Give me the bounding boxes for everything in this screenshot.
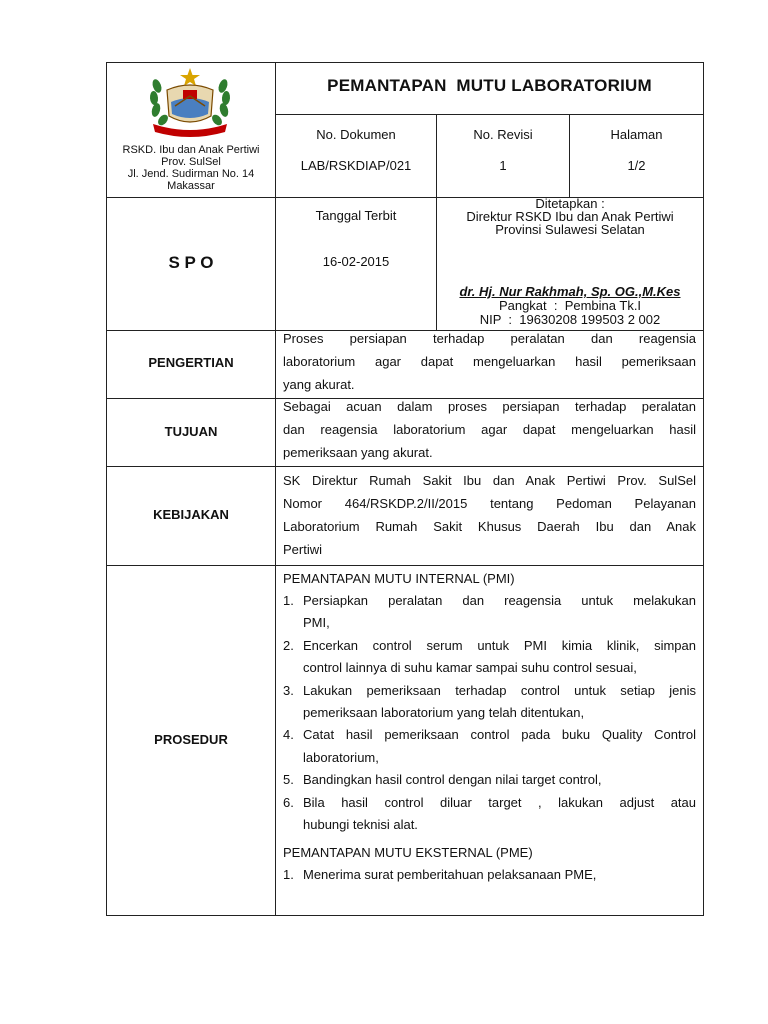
text-line: Sebagai acuan dalam proses persiapan terhadap peralatan (283, 399, 696, 414)
jabatan-line-2: Provinsi Sulawesi Selatan (495, 222, 645, 237)
pengertian-label: PENGERTIAN (148, 355, 234, 370)
jabatan-line-1: Direktur RSKD Ibu dan Anak Pertiwi (466, 209, 674, 224)
step-text: Bandingkan hasil control dengan nilai target control, (303, 772, 602, 788)
step-number: 2. (283, 637, 294, 653)
step-text: control lainnya di suhu kamar sampai suhu control sesuai, (303, 660, 637, 676)
signatory-name: dr. Hj. Nur Rakhmah, Sp. OG.,M.Kes (459, 284, 681, 299)
logo-ribbon-text: SULAWESI SELATAN (170, 124, 210, 129)
list-item (283, 590, 696, 635)
kebijakan-label: KEBIJAKAN (153, 507, 229, 522)
list-item (283, 792, 696, 837)
text-line: Nomor 464/RSKDP.2/II/2015 tentang Pedoman Pelayanan (283, 496, 696, 511)
step-text: hubungi teknisi alat. (303, 817, 418, 833)
prosedur-content (283, 568, 696, 887)
document-title: PEMANTAPAN MUTU LABORATORIUM (327, 76, 652, 95)
step-text: laboratorium, (303, 749, 379, 765)
approval-block (437, 197, 703, 236)
pme-heading: PEMANTAPAN MUTU EKSTERNAL (PME) (283, 845, 533, 861)
prosedur-label: PROSEDUR (154, 732, 228, 747)
step-text: Bila hasil control diluar target , lakukan adjust atau (303, 794, 696, 810)
pmi-heading: PEMANTAPAN MUTU INTERNAL (PMI) (283, 571, 515, 586)
pmi-steps-list (283, 590, 696, 836)
step-number: 1. (283, 593, 294, 608)
list-item (283, 864, 696, 886)
no-dokumen-value: LAB/RSKDIAP/021 (300, 158, 412, 173)
list-item (283, 635, 696, 680)
step-number: 3. (283, 682, 294, 698)
tanggal-terbit-value: 16-02-2015 (322, 254, 390, 269)
province-logo (145, 66, 235, 138)
signatory-rank: Pangkat : Pembina Tk.I (498, 298, 642, 313)
no-dokumen-label: No. Dokumen (316, 127, 396, 142)
text-line: Pertiwi (283, 542, 323, 557)
text-line: Laboratorium Rumah Sakit Khusus Daerah Ibu dan Anak (283, 519, 696, 534)
kebijakan-text (283, 469, 696, 561)
org-line: Prov. SulSel (161, 156, 221, 168)
no-revisi-label: No. Revisi (473, 127, 533, 142)
org-line: Makassar (167, 180, 215, 192)
text-line: SK Direktur Rumah Sakit Ibu dan Anak Pertiwi Prov. SulSel (283, 473, 696, 488)
step-text: PMI, (303, 615, 330, 631)
step-text: Persiapkan peralatan dan reagensia untuk melakukan (303, 593, 696, 608)
text-line: dan reagensia laboratorium agar dapat mengeluarkan hasil (283, 422, 696, 437)
step-number: 6. (283, 794, 294, 810)
step-text: Menerima surat pemberitahuan pelaksanaan PME, (303, 867, 597, 883)
signatory-nip: NIP : 19630208 199503 2 002 (479, 312, 661, 327)
tujuan-text (283, 395, 696, 464)
tujuan-label: TUJUAN (164, 424, 218, 439)
text-line: yang akurat. (283, 377, 355, 392)
text-line: laboratorium agar dapat mengeluarkan hasil pemeriksaan (283, 354, 696, 369)
step-number: 4. (283, 727, 294, 743)
organization-info (108, 144, 274, 192)
step-text: Lakukan pemeriksaan terhadap control untuk setiap jenis (303, 682, 696, 698)
step-text: pemeriksaan laboratorium yang telah ditentukan, (303, 705, 585, 721)
org-line: Jl. Jend. Sudirman No. 14 (127, 168, 255, 180)
org-line: RSKD. Ibu dan Anak Pertiwi (122, 144, 260, 156)
text-line: pemeriksaan yang akurat. (283, 445, 433, 460)
list-item (283, 769, 696, 791)
list-item (283, 724, 696, 769)
pme-steps-list (283, 864, 696, 886)
no-revisi-value: 1 (499, 158, 507, 173)
spo-label: S P O (168, 253, 214, 272)
halaman-value: 1/2 (627, 158, 646, 173)
tanggal-terbit-label: Tanggal Terbit (315, 208, 397, 223)
signatory-block (437, 285, 703, 327)
step-number: 1. (283, 867, 294, 883)
halaman-label: Halaman (610, 127, 663, 142)
step-text: Catat hasil pemeriksaan control pada buku Quality Control (303, 727, 696, 743)
step-number: 5. (283, 772, 294, 788)
text-line: Proses persiapan terhadap peralatan dan reagensia (283, 331, 696, 346)
step-text: Encerkan control serum untuk PMI kimia klinik, simpan (303, 637, 696, 653)
ditetapkan-text: Ditetapkan : (535, 196, 605, 211)
list-item (283, 680, 696, 725)
pengertian-text (283, 327, 696, 396)
